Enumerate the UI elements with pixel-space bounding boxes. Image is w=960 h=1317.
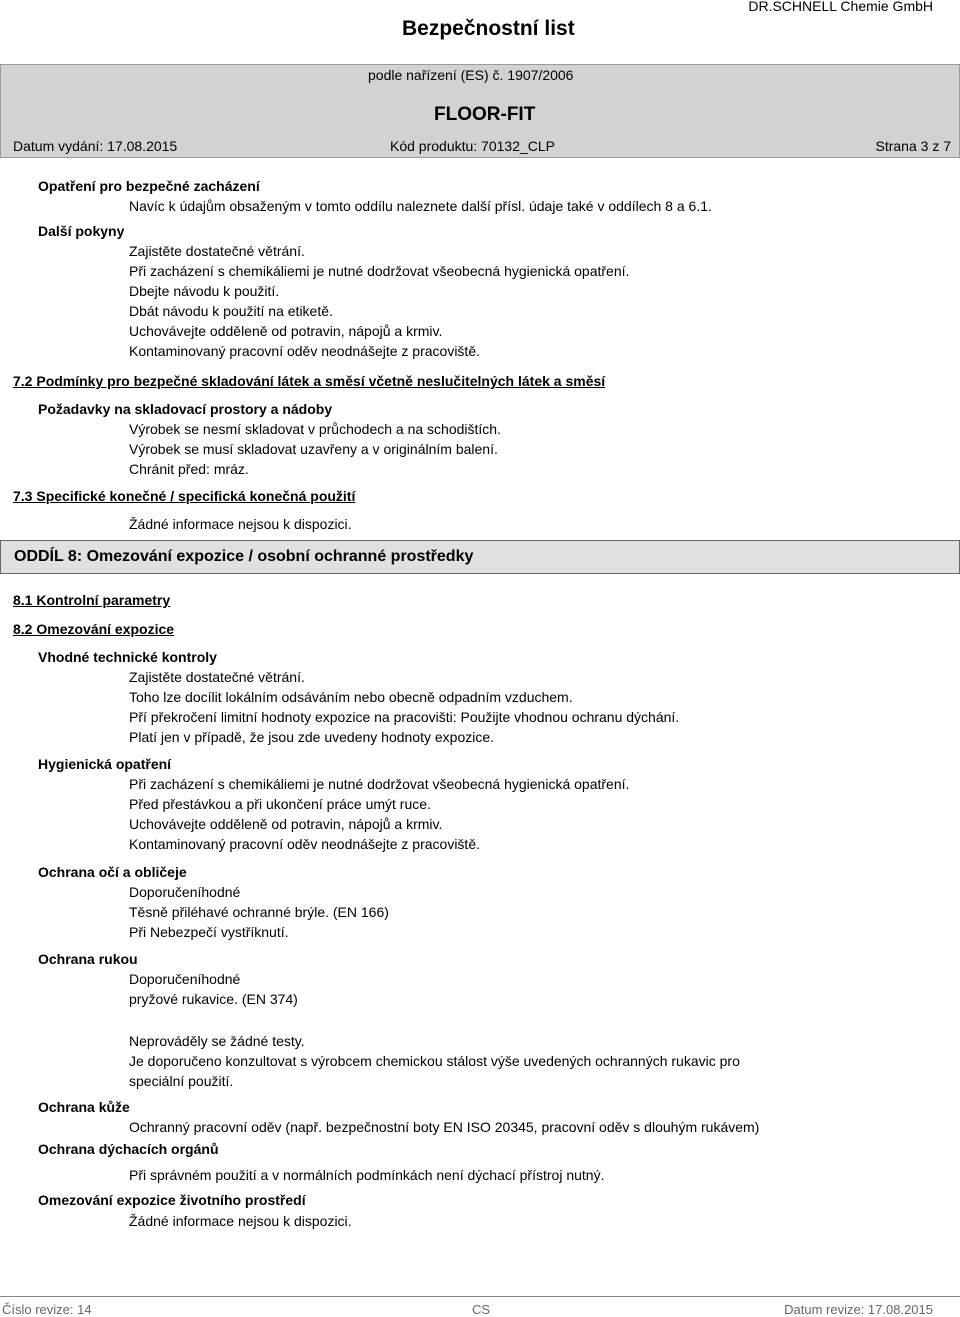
list-item: Kontaminovaný pracovní oděv neodnášejte z pracoviště. bbox=[129, 343, 480, 359]
revision-number: Číslo revize: 14 bbox=[2, 1302, 92, 1317]
product-name: FLOOR-FIT bbox=[434, 104, 536, 125]
storage-list bbox=[129, 419, 501, 479]
hand-protection-heading: Ochrana rukou bbox=[38, 951, 138, 967]
list-item: Před přestávkou a při ukončení práce umýt ruce. bbox=[129, 796, 431, 812]
environmental-exposure-heading: Omezování expozice životního prostředí bbox=[38, 1192, 306, 1208]
engineering-controls-heading: Vhodné technické kontroly bbox=[38, 649, 217, 665]
eye-protection-list bbox=[129, 882, 389, 942]
storage-heading: Požadavky na skladovací prostory a nádoby bbox=[38, 401, 333, 417]
subsection-8-1-heading: 8.1 Kontrolní parametry bbox=[13, 592, 171, 608]
list-item: Uchovávejte odděleně od potravin, nápojů a krmiv. bbox=[129, 323, 443, 339]
list-item: Neprováděly se žádné testy. bbox=[129, 1033, 305, 1049]
list-item: Zajistěte dostatečné větrání. bbox=[129, 243, 305, 259]
product-code: Kód produktu: 70132_CLP bbox=[390, 138, 556, 154]
list-item: Doporučeníhodné bbox=[129, 884, 241, 900]
list-item: Uchovávejte odděleně od potravin, nápojů a krmiv. bbox=[129, 816, 443, 832]
subsection-7-3-heading: 7.3 Specifické konečné / specifická konečná použití bbox=[13, 488, 356, 504]
issue-date: Datum vydání: 17.08.2015 bbox=[13, 138, 178, 154]
list-item: Těsně přiléhavé ochranné brýle. (EN 166) bbox=[129, 904, 389, 920]
subsection-7-2-heading: 7.2 Podmínky pro bezpečné skladování látek a směsí včetně neslučitelných látek a směsí bbox=[13, 373, 606, 389]
list-item: Chránit před: mráz. bbox=[129, 461, 249, 477]
list-item: Výrobek se musí skladovat uzavřeny a v originálním balení. bbox=[129, 441, 498, 457]
hygiene-heading: Hygienická opatření bbox=[38, 756, 172, 772]
list-item: Při zacházení s chemikáliemi je nutné dodržovat všeobecná hygienická opatření. bbox=[129, 776, 630, 792]
list-item: Výrobek se nesmí skladovat v průchodech a na schodištích. bbox=[129, 421, 501, 437]
company-name: DR.SCHNELL Chemie GmbH bbox=[748, 0, 933, 14]
list-item: Pří překročení limitní hodnoty expozice na pracovišti: Použijte vhodnou ochranu dýchání. bbox=[129, 709, 680, 725]
list-item: Zajistěte dostatečné větrání. bbox=[129, 669, 305, 685]
list-item: Platí jen v případě, že jsou zde uvedeny hodnoty expozice. bbox=[129, 729, 495, 745]
respiratory-protection-text: Při správném použití a v normálních podmínkách není dýchací přístroj nutný. bbox=[129, 1167, 605, 1183]
further-heading: Další pokyny bbox=[38, 223, 125, 239]
list-item: Při Nebezpečí vystříknutí. bbox=[129, 924, 289, 940]
section-8-bar bbox=[0, 540, 960, 574]
list-item: Dbát návodu k použití na etiketě. bbox=[129, 303, 333, 319]
hand-protection-notes bbox=[129, 1031, 740, 1091]
list-item: Při zacházení s chemikáliemi je nutné dodržovat všeobecná hygienická opatření. bbox=[129, 263, 630, 279]
subsection-7-3-text: Žádné informace nejsou k dispozici. bbox=[129, 516, 352, 532]
list-item: pryžové rukavice. (EN 374) bbox=[129, 991, 298, 1007]
list-item: Dbejte návodu k použití. bbox=[129, 283, 280, 299]
list-item: Kontaminovaný pracovní oděv neodnášejte z pracoviště. bbox=[129, 836, 480, 852]
eye-protection-heading: Ochrana očí a obličeje bbox=[38, 864, 187, 880]
environmental-exposure-text: Žádné informace nejsou k dispozici. bbox=[129, 1213, 352, 1229]
list-item: speciální použití. bbox=[129, 1073, 234, 1089]
hand-protection-list bbox=[129, 969, 298, 1009]
hygiene-list bbox=[129, 774, 629, 854]
document-title: Bezpečnostní list bbox=[402, 17, 575, 40]
list-item: Doporučeníhodné bbox=[129, 971, 241, 987]
safe-handling-heading: Opatření pro bezpečné zacházení bbox=[38, 178, 260, 194]
page-number: Strana 3 z 7 bbox=[875, 138, 951, 154]
list-item: Toho lze docílit lokálním odsáváním nebo obecně odpadním vzduchem. bbox=[129, 689, 573, 705]
respiratory-protection-heading: Ochrana dýchacích orgánů bbox=[38, 1141, 219, 1157]
engineering-controls-list bbox=[129, 667, 679, 747]
skin-protection-heading: Ochrana kůže bbox=[38, 1099, 130, 1115]
further-list bbox=[129, 241, 629, 361]
regulation-text: podle nařízení (ES) č. 1907/2006 bbox=[368, 67, 574, 83]
safe-handling-text: Navíc k údajům obsaženým v tomto oddílu naleznete další přísl. údaje také v oddílech 8 a 6.1. bbox=[129, 198, 712, 214]
revision-date: Datum revize: 17.08.2015 bbox=[784, 1302, 933, 1317]
footer-rule bbox=[0, 1296, 960, 1297]
skin-protection-text: Ochranný pracovní oděv (např. bezpečnostní boty EN ISO 20345, pracovní oděv s dlouhým rukávem) bbox=[129, 1119, 760, 1135]
language-code: CS bbox=[472, 1302, 491, 1317]
list-item: Je doporučeno konzultovat s výrobcem chemickou stálost výše uvedených ochranných rukavic pro bbox=[129, 1053, 740, 1069]
subsection-8-2-heading: 8.2 Omezování expozice bbox=[13, 621, 175, 637]
section-8-title: ODDÍL 8: Omezování expozice / osobní ochranné prostředky bbox=[14, 548, 474, 565]
